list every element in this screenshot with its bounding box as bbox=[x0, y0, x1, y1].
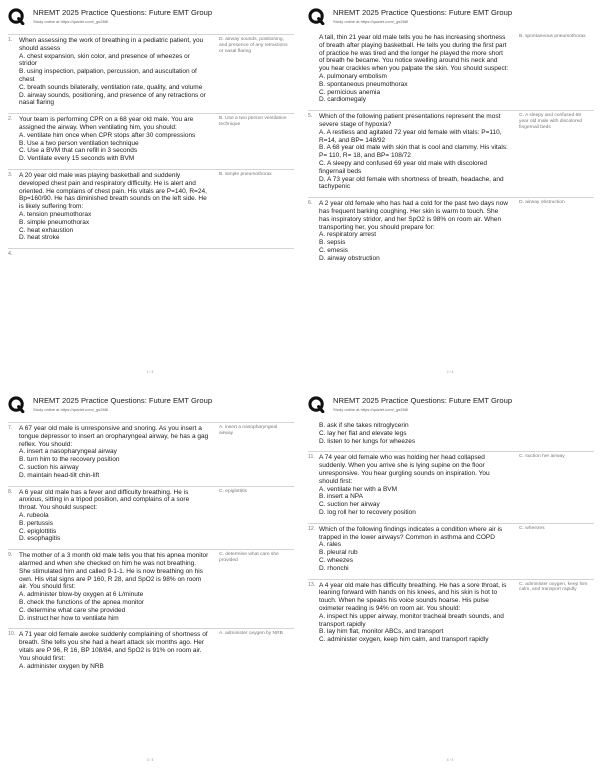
answer-option: D. airway sounds, positioning, and presence of any retractions or nasal flaring bbox=[19, 91, 206, 107]
question-number: 13. bbox=[308, 581, 316, 588]
document-source: Study online at https://quizlet.com/_gs268l bbox=[333, 407, 408, 412]
question-body bbox=[19, 37, 209, 107]
question-item bbox=[8, 549, 294, 628]
correct-answer: C. A sleepy and confused 69 year old male with discolored fingernail beds bbox=[519, 113, 583, 130]
quizlet-q-logo-icon bbox=[308, 8, 325, 25]
page-2 bbox=[300, 0, 600, 388]
question-text: A 2 year old female who has had a cold for the past two days now has frequent barking coughing. Her skin is warm to touch. She has inspiratory stridor, and her SpO2 is 98% on room air. When transporting her, you should prepare for: bbox=[319, 200, 508, 231]
document-source: Study online at https://quizlet.com/_gs268l bbox=[333, 19, 408, 24]
question-body bbox=[19, 552, 209, 622]
question-number: 7. bbox=[8, 425, 13, 431]
correct-answer: D. airway sounds, positioning, and presence of any retractions or nasal flaring bbox=[219, 37, 288, 54]
page-number: 1 / 4 bbox=[146, 370, 154, 374]
answer-option: A. pulmonary embolism bbox=[319, 72, 387, 80]
question-number: 6. bbox=[308, 200, 313, 207]
question-number: 11. bbox=[308, 454, 315, 461]
page-number: 4 / 4 bbox=[446, 758, 454, 762]
question-text: A tall, thin 21 year old male tells you he has increasing shortness of breath after playing basketball. He tells you during the first part of practice he was tired and the longer he played the more short of breath he became. You notice swelling around his neck and you hear crackles when you palpate the skin. You should suspect: bbox=[319, 34, 509, 73]
page-header bbox=[308, 394, 594, 420]
question-text: A 74 year old female who was holding her head collapsed suddenly. When you arrive she is lying supine on the floor unresponsive. You hear gurgling sounds on inspiration. You should first: bbox=[319, 454, 490, 485]
question-number: 1. bbox=[8, 37, 13, 43]
answer-option: D. listen to her lungs for wheezes bbox=[319, 437, 416, 445]
question-text: A 20 year old male was playing basketball and suddenly developed chest pain and respiratory difficulty. He is alert and oriented. He complains of chest pain. His vitals are P=140, R=24, Bp=160/90. He has diminished breath sounds on the left side. He is likely suffering from: bbox=[19, 171, 207, 211]
quizlet-q-logo-icon bbox=[308, 396, 325, 413]
answer-option: C. determine what care she provided bbox=[19, 606, 126, 614]
answer-option: D. airway obstruction bbox=[319, 254, 380, 262]
answer-option: C. heat exhaustion bbox=[19, 226, 74, 234]
correct-answer: C. epiglottitis bbox=[219, 488, 247, 494]
answer-option: D. A 73 year old female with shortness of breath, headache, and tachypenic bbox=[319, 175, 504, 191]
answer-option: C. A sleepy and confused 69 year old male with discolored fingernail beds bbox=[319, 159, 488, 175]
correct-answer: C. suction her airway bbox=[519, 454, 565, 460]
answer-option: D. log roll her to recovery position bbox=[319, 508, 416, 516]
answer-option: B. check the functions of the apnea monitor bbox=[19, 598, 145, 606]
question-text: The mother of a 3 month old male tells you that his apnea monitor alarmed and when she checked on him he was not breathing. She stimulated him and called 9-1-1. He is now breathing on his own. His vital signs are P 160, R 28, and SpO2 is 98% on room air. You should first: bbox=[19, 552, 209, 591]
document-title: NREMT 2025 Practice Questions: Future EMT Group bbox=[33, 396, 213, 405]
answer-option: B. A 68 year old male with skin that is cool and clammy. His vitals: P= 110, R= 18, and BP= 108/72 bbox=[319, 144, 508, 160]
page-1 bbox=[0, 0, 300, 388]
document-source: Study online at https://quizlet.com/_gs268l bbox=[33, 407, 108, 412]
question-item bbox=[8, 248, 294, 265]
answer-option: B. Use a two person ventilation technique bbox=[19, 139, 139, 147]
question-body bbox=[19, 425, 209, 480]
answer-option: C. suction his airway bbox=[19, 463, 79, 471]
question-item bbox=[308, 197, 594, 268]
document-title: NREMT 2025 Practice Questions: Future EMT Group bbox=[333, 8, 513, 17]
correct-answer: D. airway obstruction bbox=[519, 200, 565, 206]
question-text: A 6 year old male has a fever and difficulty breathing. He is anxious, sitting in a tripod position, and complains of a sore throat. You should suspect: bbox=[19, 488, 190, 512]
question-item bbox=[8, 113, 294, 169]
document-title: NREMT 2025 Practice Questions: Future EMT Group bbox=[333, 396, 513, 405]
question-body bbox=[19, 172, 209, 242]
question-body bbox=[19, 251, 209, 259]
answer-option: A. insert a nasopharyngeal airway bbox=[19, 448, 117, 456]
question-body bbox=[319, 34, 509, 104]
answer-option: A. respiratory arrest bbox=[319, 231, 377, 239]
answer-option: C. breath sounds bilaterally, ventilation rate, quality, and volume bbox=[19, 83, 203, 91]
document-source: Study online at https://quizlet.com/_gs268l bbox=[33, 19, 108, 24]
quizlet-q-logo-icon bbox=[8, 396, 25, 413]
answer-option: B. insert a NPA bbox=[319, 493, 363, 501]
answer-option: B. ask if she takes nitroglycerin bbox=[319, 422, 409, 429]
answer-option: A. tension pneumothorax bbox=[19, 210, 92, 218]
answer-option: B. simple pneumothorax bbox=[19, 218, 90, 226]
page-number: 3 / 4 bbox=[146, 758, 154, 762]
question-body bbox=[319, 200, 509, 262]
question-body bbox=[319, 113, 509, 191]
answer-option: D. esophagitis bbox=[19, 535, 61, 543]
question-list bbox=[308, 34, 594, 269]
question-item bbox=[8, 169, 294, 248]
answer-option: D. instruct her how to ventilate him bbox=[19, 614, 119, 622]
answer-option: A. chest expansion, skin color, and presence of wheezes or stridor bbox=[19, 52, 190, 68]
question-number: 3. bbox=[8, 171, 13, 178]
answer-option: A. rales bbox=[319, 541, 342, 549]
question-text: Which of the following patient presentations represent the most severe stage of hypoxia? bbox=[319, 113, 501, 128]
answer-option: D. cardiomegaly bbox=[319, 96, 366, 104]
question-item bbox=[308, 110, 594, 197]
question-body bbox=[19, 489, 209, 544]
document-title: NREMT 2025 Practice Questions: Future EMT Group bbox=[33, 8, 213, 17]
answer-option: A. inspect his upper airway, monitor tracheal breath sounds, and transport rapidly bbox=[319, 612, 504, 628]
page-header bbox=[308, 6, 594, 32]
correct-answer: B. spontaneous pneumothorax bbox=[519, 34, 586, 39]
answer-option: A. administer blow-by oxygen at 6 L/minute bbox=[19, 591, 144, 599]
question-item bbox=[308, 451, 594, 522]
answer-option: B. spontaneous pneumothorax bbox=[319, 80, 408, 88]
correct-answer: B. Use a two person ventilation technique bbox=[219, 116, 287, 128]
correct-answer: A. insert a nasopharyngeal airway bbox=[219, 425, 278, 436]
answer-option: C. administer oxygen, keep him calm, and transport rapidly bbox=[319, 636, 489, 644]
answer-option: B. using inspection, palpation, percussion, and auscultation of chest bbox=[19, 68, 197, 83]
question-number: 12. bbox=[308, 525, 316, 532]
page-4 bbox=[300, 388, 600, 776]
answer-option: A. ventilate him once when CPR stops after 30 compressions bbox=[19, 131, 196, 139]
question-list bbox=[308, 422, 594, 650]
answer-option: D. heat stroke bbox=[19, 234, 60, 242]
question-body bbox=[319, 526, 509, 573]
answer-option: C. wheezes bbox=[319, 556, 353, 564]
quizlet-q-logo-icon bbox=[8, 8, 25, 25]
question-number: 8. bbox=[8, 488, 13, 495]
answer-option: B. lay him flat, monitor ABCs, and transport bbox=[319, 628, 444, 636]
answer-option: C. lay her flat and elevate legs bbox=[319, 429, 407, 437]
answer-option: B. turn him to the recovery position bbox=[19, 456, 120, 464]
answer-option: D. Ventilate every 15 seconds with BVM bbox=[19, 155, 135, 163]
page-header bbox=[8, 394, 294, 420]
answer-option: C. Use a BVM that can refill in 3 seconds bbox=[19, 147, 138, 155]
answer-option: D. maintain head-tilt chin-lift bbox=[19, 471, 100, 479]
question-item bbox=[308, 523, 594, 579]
page-header bbox=[8, 6, 294, 32]
question-body bbox=[319, 582, 509, 644]
question-item bbox=[8, 486, 294, 550]
correct-answer: C. determine what care she provided bbox=[219, 552, 279, 564]
correct-answer: B. simple pneumothorax bbox=[219, 171, 272, 177]
question-number: 10. bbox=[8, 631, 16, 638]
answer-option: C. emesis bbox=[319, 246, 348, 254]
correct-answer: C. wheezes bbox=[519, 525, 545, 531]
answer-option: A. rubeola bbox=[19, 511, 49, 519]
question-text: A 67 year old male is unresponsive and snoring. As you insert a tongue depressor to insert an oropharyngeal airway, he has a gag reflex. You should: bbox=[19, 425, 209, 448]
answer-option: C. suction her airway bbox=[319, 501, 380, 509]
question-text: When assessing the work of breathing in a pediatric patient, you should assess bbox=[19, 37, 204, 52]
question-number: 5. bbox=[308, 113, 313, 120]
question-text: Which of the following findings indicates a condition where air is trapped in the lower airways? Common in asthma and COPD bbox=[319, 525, 503, 541]
question-item bbox=[308, 579, 594, 650]
question-text: A 71 year old female awoke suddenly complaining of shortness of breath. She tells you she had a heart attack six months ago. Her vitals are P 96, R 16, BP 108/84, and SpO2 is 91% on room air. You should first: bbox=[19, 631, 208, 662]
question-item bbox=[8, 422, 294, 486]
question-text: Your team is performing CPR on a 68 year old male. You are assigned the airway. When ventilating him, you should: bbox=[19, 116, 194, 131]
question-number: 4. bbox=[8, 251, 13, 258]
question-number: 2. bbox=[8, 116, 13, 123]
answer-option: C. pernicious anemia bbox=[319, 88, 381, 96]
answer-option: A. A restless and agitated 72 year old female with vitals: P=110, R=14, and BP= 148/92 bbox=[319, 128, 502, 144]
page-3 bbox=[0, 388, 300, 776]
question-body bbox=[19, 631, 209, 670]
question-list bbox=[8, 422, 294, 676]
question-item bbox=[8, 628, 294, 676]
question-number: 9. bbox=[8, 552, 13, 559]
answer-option: B. pleural rub bbox=[319, 549, 358, 557]
answer-option: C. epiglottitis bbox=[19, 527, 57, 535]
question-item-continued bbox=[308, 422, 594, 451]
question-body bbox=[319, 422, 509, 445]
answer-option: B. sepsis bbox=[319, 239, 346, 247]
correct-answer: A. administer oxygen by NRB bbox=[219, 631, 283, 637]
correct-answer: C. administer oxygen, keep him calm, and transport rapidly bbox=[519, 581, 588, 593]
answer-option: D. rhonchi bbox=[319, 564, 349, 572]
question-item-continued bbox=[308, 34, 594, 110]
question-body bbox=[319, 454, 509, 516]
question-text: A 4 year old male has difficulty breathing. He has a sore throat, is leaning forward with hands on his knees, and his skin is hot to touch. When he speaks his voice sounds hoarse. His pulse oximeter reading is 94% on room air. You should: bbox=[319, 581, 507, 612]
page-number: 2 / 4 bbox=[446, 370, 454, 374]
answer-option: B. pertussis bbox=[19, 519, 53, 527]
question-body bbox=[19, 116, 209, 163]
answer-option: A. administer oxygen by NRB bbox=[19, 662, 104, 670]
question-list bbox=[8, 34, 294, 265]
question-item bbox=[8, 34, 294, 113]
answer-option: A. ventilate her with a BVM bbox=[319, 485, 398, 493]
